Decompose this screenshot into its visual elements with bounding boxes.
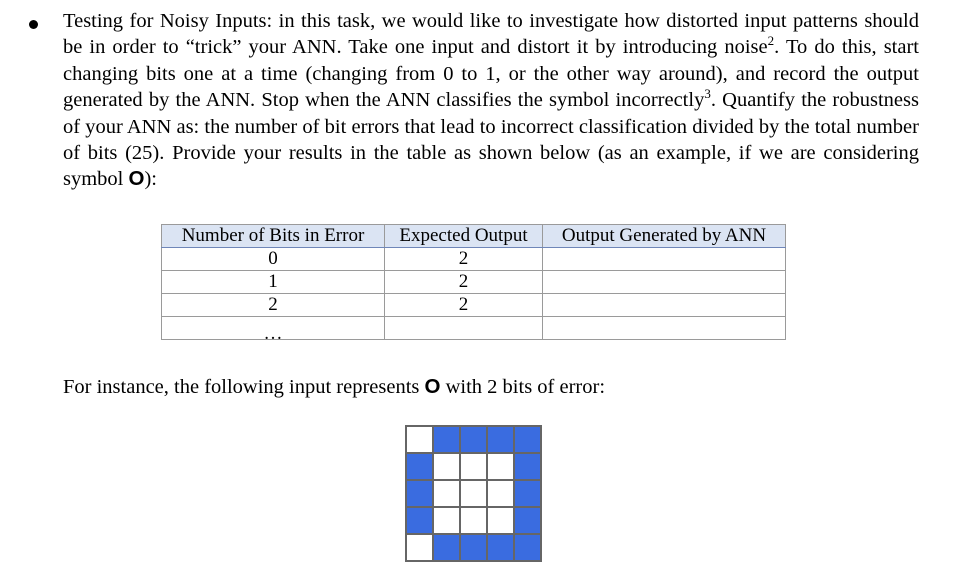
results-table: [161, 224, 786, 344]
bit-cell-on: [487, 534, 514, 561]
bit-cell-off: [433, 453, 460, 480]
example-caption: [63, 374, 605, 400]
cell-output-by-ann: [543, 271, 786, 294]
bit-cell-on: [433, 534, 460, 561]
task-description: [63, 8, 919, 193]
bit-pattern-grid: [405, 425, 542, 562]
cell-output-by-ann: [543, 248, 786, 271]
bit-cell-off: [433, 480, 460, 507]
cell-expected-output: 2: [385, 248, 543, 271]
table-row: [162, 248, 786, 271]
bit-cell-on: [406, 480, 433, 507]
bit-cell-off: [406, 426, 433, 453]
cell-expected-output: 2: [385, 294, 543, 317]
bit-cell-off: [460, 480, 487, 507]
ellipsis: …: [263, 323, 283, 344]
symbol-o: O: [128, 167, 145, 191]
table-header-row: [162, 225, 786, 248]
cell-output-by-ann: [543, 317, 786, 340]
symbol-o: O: [424, 375, 441, 398]
bullet-point: [29, 20, 38, 29]
bit-cell-off: [460, 453, 487, 480]
bit-cell-on: [487, 426, 514, 453]
task-text-part-3: . Quantify the robustness of your ANN as: the number of bit errors that lead to incorrect classification divided by the total number of bits (25). Provide your results in the table as shown below (as an example, if we are considering symbol: [63, 89, 919, 191]
cell-bits-in-error: 1: [162, 271, 385, 294]
cell-bits-in-error: [162, 317, 385, 344]
bit-cell-on: [460, 534, 487, 561]
caption-text-part-2: with 2 bits of error:: [440, 376, 606, 398]
bit-cell-off: [487, 453, 514, 480]
bit-cell-on: [514, 534, 541, 561]
bit-cell-off: [487, 480, 514, 507]
header-expected-output: Expected Output: [385, 225, 543, 248]
task-text-part-2: . To do this, start changing bits one at a time (changing from 0 to 1, or the other way around), and record the output generated by the ANN. Stop when the ANN classifies the symbol incorrectly: [63, 36, 919, 112]
bit-cell-on: [406, 507, 433, 534]
table-row: [162, 271, 786, 294]
cell-output-by-ann: [543, 294, 786, 317]
bit-cell-off: [460, 507, 487, 534]
bit-cell-on: [514, 480, 541, 507]
footnote-marker-2: 2: [767, 33, 775, 49]
table-row: [162, 317, 786, 340]
cell-expected-output: 2: [385, 271, 543, 294]
task-text-part-4: ):: [144, 168, 157, 191]
task-text-part-1: Testing for Noisy Inputs: in this task, we would like to investigate how distorted input patterns should be in order to “trick” your ANN. Take one input and distort it by introducing noise: [63, 10, 919, 59]
caption-text-part-1: For instance, the following input represents: [63, 376, 425, 398]
table-row: [162, 294, 786, 317]
cell-bits-in-error: 2: [162, 294, 385, 317]
bit-cell-on: [514, 426, 541, 453]
footnote-marker-3: 3: [704, 86, 711, 102]
header-bits-in-error: Number of Bits in Error: [162, 225, 385, 248]
bit-cell-on: [433, 426, 460, 453]
cell-expected-output: [385, 317, 543, 340]
bit-cell-off: [487, 507, 514, 534]
bit-cell-on: [460, 426, 487, 453]
bit-cell-on: [514, 507, 541, 534]
bit-cell-off: [406, 534, 433, 561]
header-output-by-ann: Output Generated by ANN: [543, 225, 786, 248]
bit-cell-on: [514, 453, 541, 480]
bit-cell-on: [406, 453, 433, 480]
bit-cell-off: [433, 507, 460, 534]
cell-bits-in-error: 0: [162, 248, 385, 271]
